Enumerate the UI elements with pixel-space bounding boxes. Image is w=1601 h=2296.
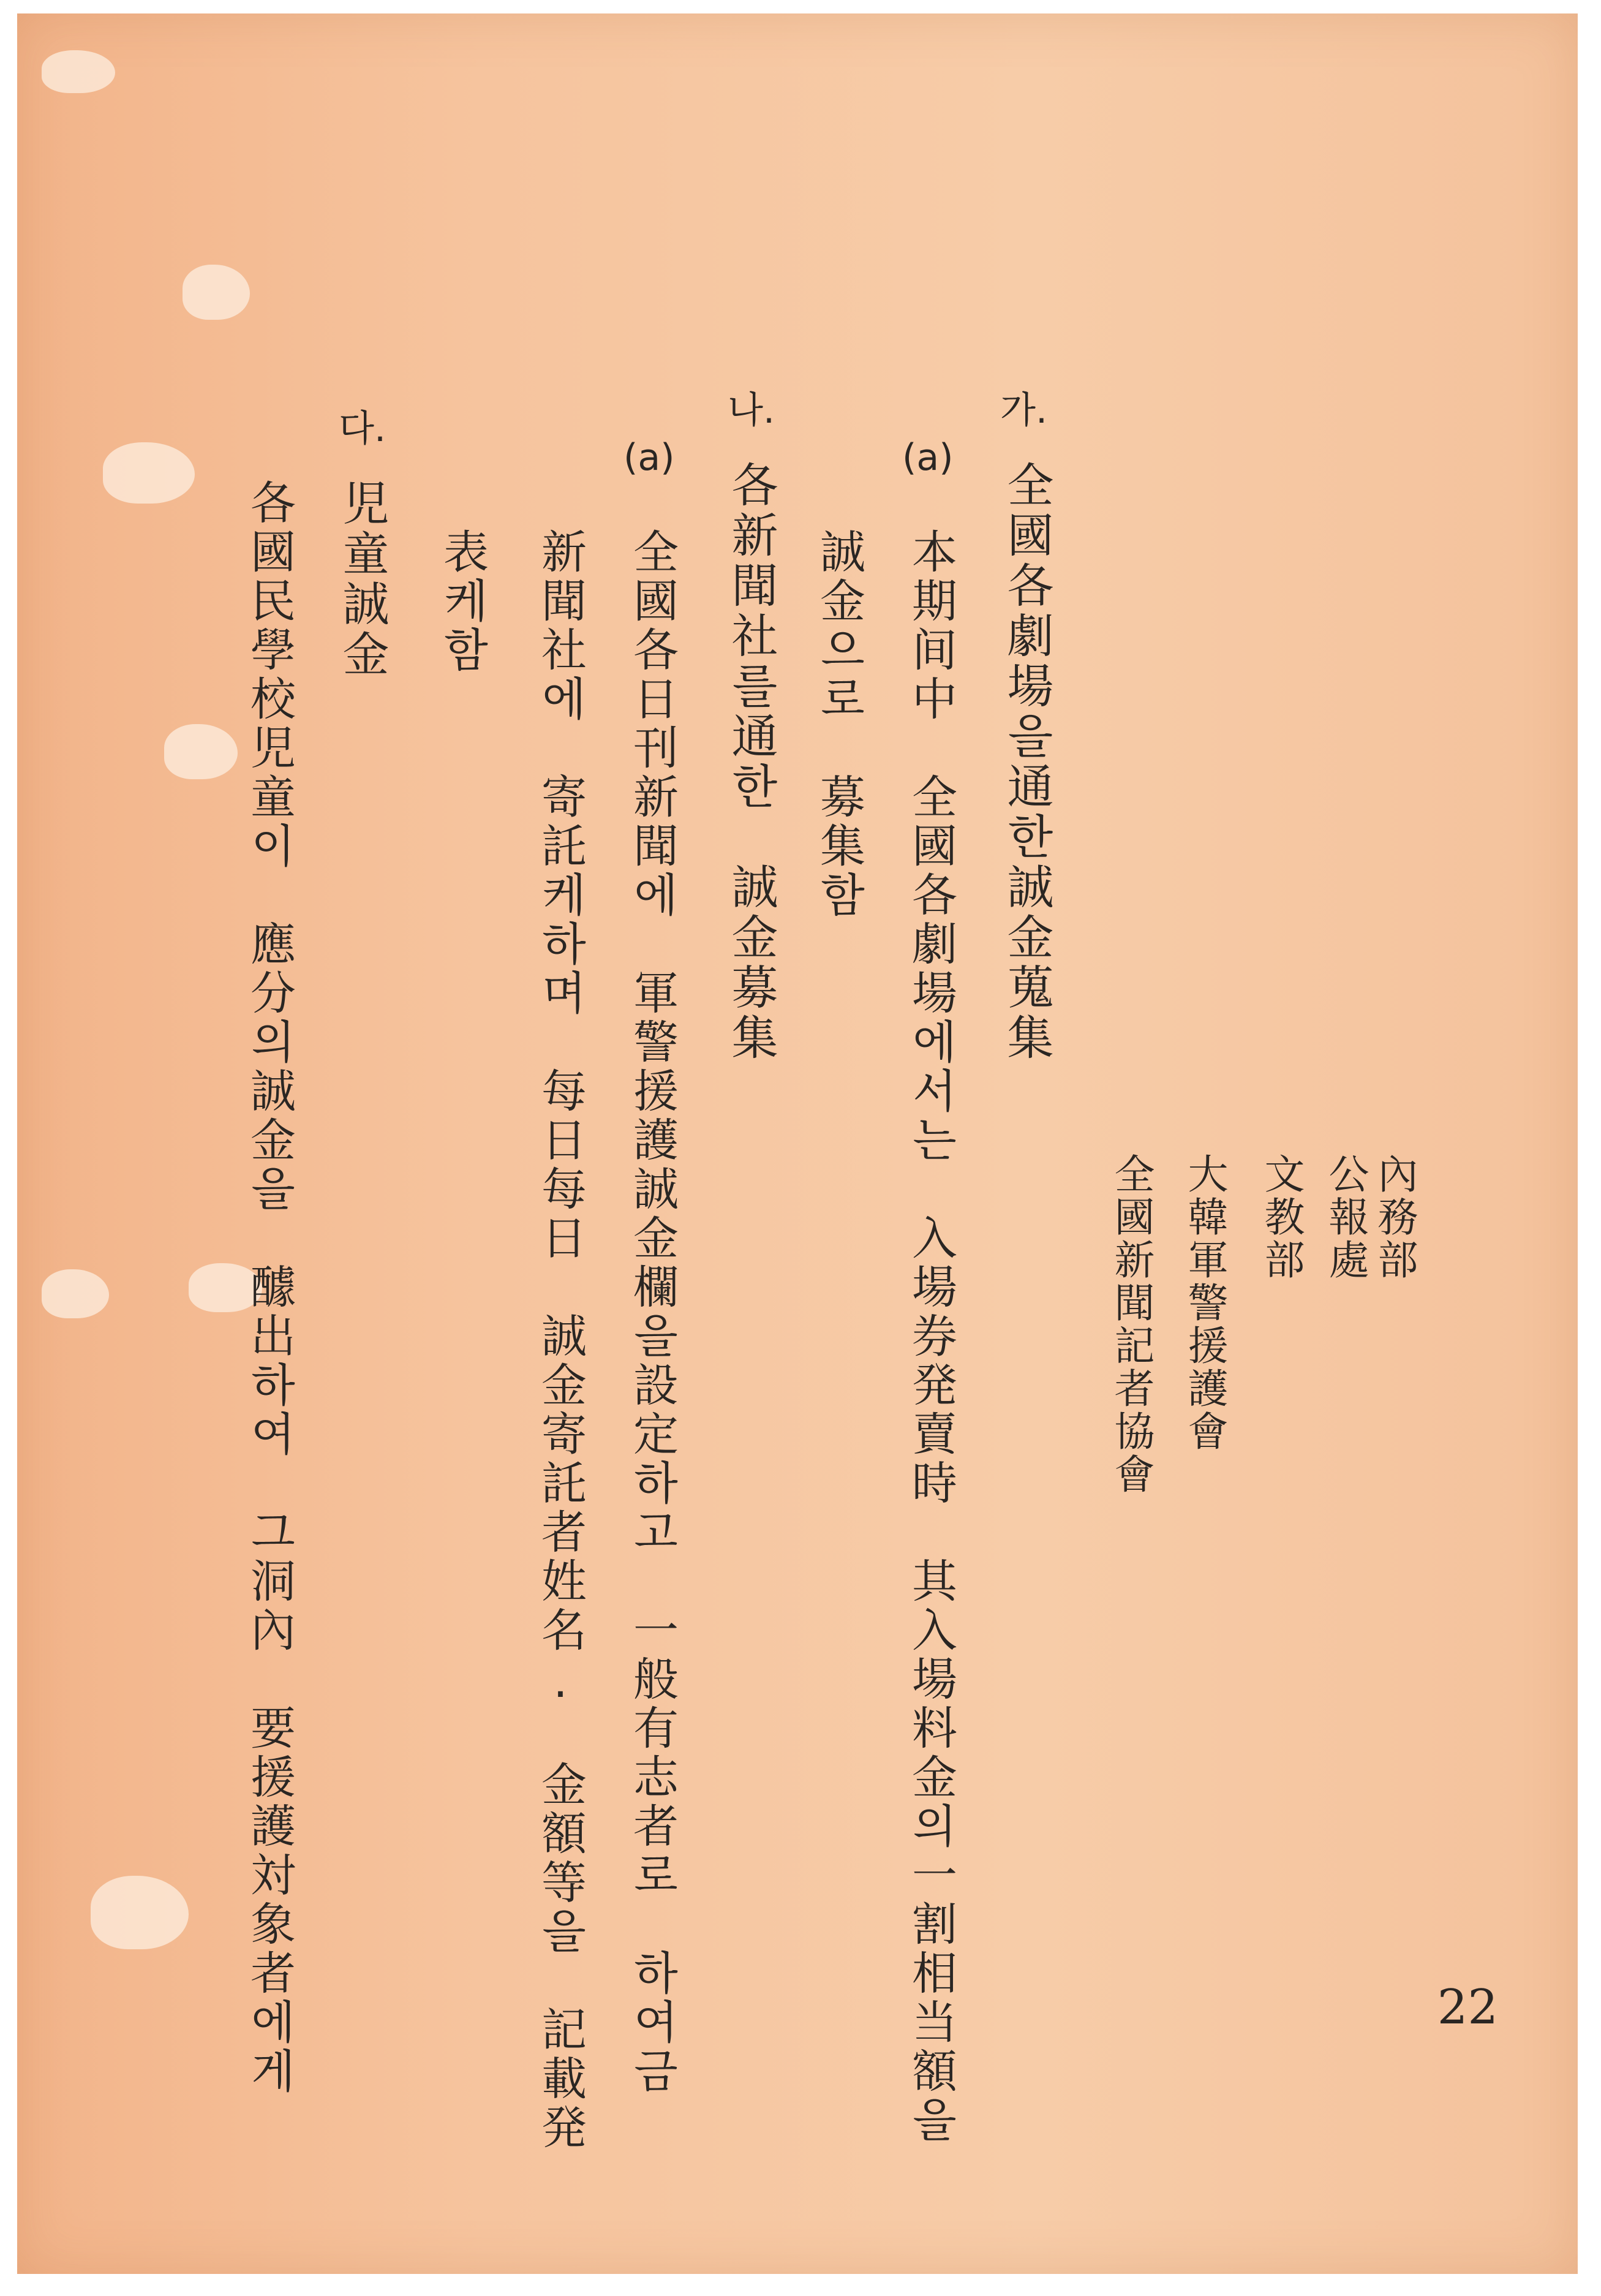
section-na-line-1: 全國各日刊新聞에 軍警援護誠金欄을設定하고 一般有志者로 하여금 xyxy=(626,528,679,2096)
section-marker-na: 나. xyxy=(728,389,775,432)
binding-hole xyxy=(42,1269,109,1318)
section-da-line-1: 各國民學校児童이 應分의誠金을 醵出하여 그洞內 要援護対象者에게 xyxy=(243,479,296,2096)
org-line-1: 內務部 xyxy=(1371,1153,1418,1282)
section-title-ga: 全國各劇場을通한誠金蒐集 xyxy=(1000,461,1054,1063)
document-page xyxy=(17,13,1578,2274)
org-line-3: 文教部 xyxy=(1257,1153,1305,1282)
binding-hole xyxy=(103,442,195,504)
page-number: 22 xyxy=(1437,1980,1498,2035)
section-marker-da: 다. xyxy=(339,407,386,450)
org-line-4: 大韓軍警援護會 xyxy=(1181,1153,1228,1453)
sub-marker-na: (a) xyxy=(623,436,675,479)
section-na-line-3: 表케함 xyxy=(436,528,489,675)
org-line-2: 公報處 xyxy=(1322,1153,1369,1282)
binding-hole xyxy=(91,1876,189,1949)
section-ga-line-2: 誠金으로 募集함 xyxy=(813,528,865,920)
sub-marker-ga: (a) xyxy=(902,436,954,479)
section-ga-line-1: 本期间中 全國各劇場에서는 入場券発賣時 其入場料金의一割相当額을 xyxy=(905,528,957,2145)
section-title-na: 各新聞社를通한 誠金募集 xyxy=(724,461,778,1063)
binding-hole xyxy=(164,724,238,779)
org-line-5: 全國新聞記者協會 xyxy=(1107,1153,1155,1496)
section-marker-ga: 가. xyxy=(1000,389,1048,432)
binding-hole xyxy=(183,265,250,320)
binding-hole xyxy=(42,50,115,93)
section-title-da: 児童誠金 xyxy=(335,479,390,680)
section-na-line-2: 新聞社에 寄託케하며 每日每日 誠金寄託者姓名. 金額等을 記載発 xyxy=(534,528,587,2153)
